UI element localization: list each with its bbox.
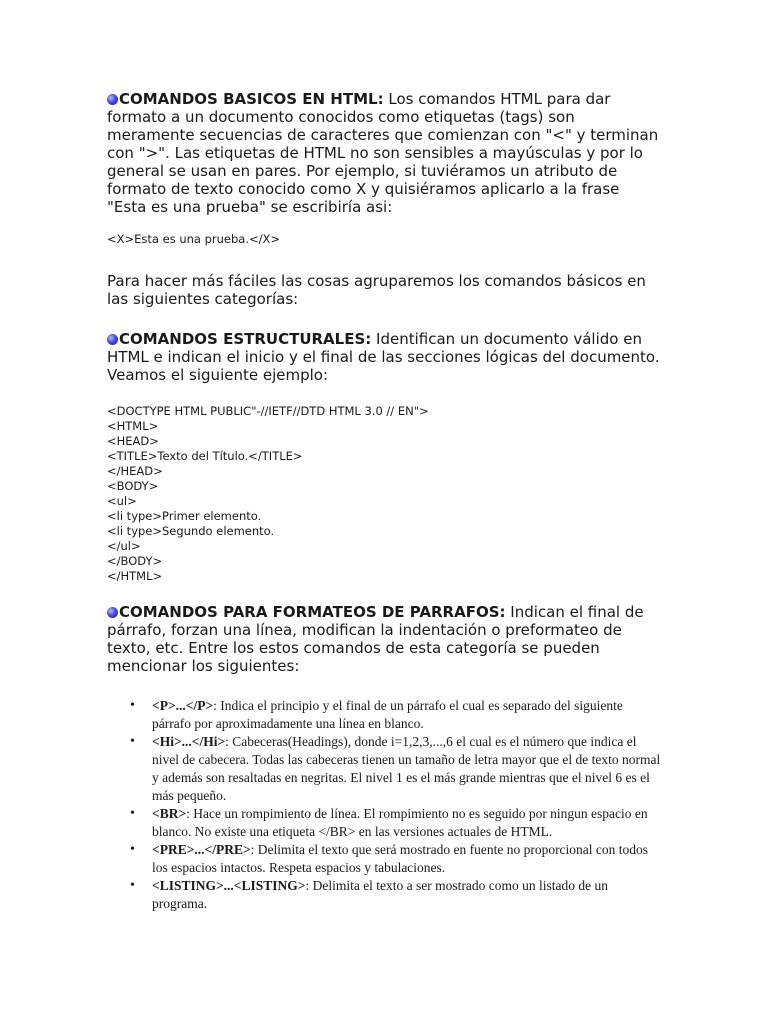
tag-name: <BR> <box>152 806 187 821</box>
section-body-text: Indican el final de párrafo, forzan una línea, modifican la indentación o preformateo de texto, etc. Entre los estos comandos de esta categoría se pueden mencionar los siguientes: <box>107 603 644 675</box>
list-item <box>130 805 662 841</box>
section-body-text: Identifican un documento válido en HTML e indican el inicio y el final de las secciones lógicas del documento. Veamos el siguiente ejemplo: <box>107 330 660 384</box>
intro-paragraph: Para hacer más fáciles las cosas agruparemos los comandos básicos en las siguientes categorías: <box>107 272 646 308</box>
tag-description: : Hace un rompimiento de línea. El rompimiento no es seguido por ningun espacio en blanco. No existe una etiqueta </BR> en las versiones actuales de HTML. <box>152 806 648 839</box>
list-item <box>130 841 662 877</box>
code-line: </ul> <box>107 539 141 553</box>
tag-name: <LISTING>...<LISTING> <box>152 878 306 893</box>
code-line: <X>Esta es una prueba.</X> <box>107 232 281 246</box>
bullet-icon: • <box>130 698 135 713</box>
bullet-icon: • <box>130 806 135 821</box>
code-line: <BODY> <box>107 479 159 493</box>
section-heading: COMANDOS BASICOS EN HTML: <box>119 90 384 108</box>
code-line: </HTML> <box>107 569 163 583</box>
list-item <box>130 733 662 805</box>
section-heading: COMANDOS ESTRUCTURALES: <box>119 330 372 348</box>
code-line: <DOCTYPE HTML PUBLIC"-//IETF//DTD HTML 3.0 // EN"> <box>107 404 429 418</box>
tag-name: <P>...</P> <box>152 698 214 713</box>
document-page <box>107 90 662 913</box>
code-line: <li type>Primer elemento. <box>107 509 262 523</box>
tag-name: <PRE>...</PRE> <box>152 842 251 857</box>
section-heading: COMANDOS PARA FORMATEOS DE PARRAFOS: <box>119 603 506 621</box>
tag-description: : Delimita el texto que será mostrado en fuente no proporcional con todos los espacios intactos. Respeta espacios y tabulaciones. <box>152 842 649 875</box>
bullet-icon: • <box>130 878 135 893</box>
section-paragraph-commands <box>107 603 662 675</box>
code-line: <TITLE>Texto del Título.</TITLE> <box>107 449 303 463</box>
section-basic-commands <box>107 90 662 216</box>
code-line: </HEAD> <box>107 464 163 478</box>
list-item <box>130 697 662 733</box>
tag-name: <Hi>...</Hi> <box>152 734 226 749</box>
blue-sphere-bullet-icon <box>107 607 118 618</box>
code-line: <HTML> <box>107 419 159 433</box>
code-line: <ul> <box>107 494 137 508</box>
code-line: <HEAD> <box>107 434 159 448</box>
section-structural-commands <box>107 330 662 384</box>
section-body-text: Los comandos HTML para dar formato a un documento conocidos como etiquetas (tags) son meramente secuencias de caracteres que comienzan con "<" y terminan con ">". Las etiquetas de HTML no son sensibles a mayúsculas y por lo general se usan en pares. Por ejemplo, si tuviéramos un atributo de formato de texto conocido como X y quisiéramos aplicarlo a la frase "Esta es una prueba" se escribiría asi: <box>107 90 659 216</box>
code-example <box>107 232 662 247</box>
code-line: </BODY> <box>107 554 163 568</box>
command-list <box>107 697 662 913</box>
bullet-icon: • <box>130 842 135 857</box>
tag-description: : Indica el principio y el final de un párrafo el cual es separado del siguiente párrafo por aproximadamente una línea en blanco. <box>152 698 623 731</box>
tag-description: : Cabeceras(Headings), donde i=1,2,3,...,6 el cual es el número que indica el nivel de cabecera. Todas las cabeceras tienen un tamaño de letra mayor que el de texto normal y además son resaltadas en negritas. El nivel 1 es el más grande mientras que el nivel 6 es el más pequeño. <box>152 734 661 803</box>
bullet-icon: • <box>130 734 135 749</box>
blue-sphere-bullet-icon <box>107 334 118 345</box>
tag-description: : Delimita el texto a ser mostrado como un listado de un programa. <box>152 878 609 911</box>
code-line: <li type>Segundo elemento. <box>107 524 275 538</box>
list-item <box>130 877 662 913</box>
code-block <box>107 404 662 584</box>
blue-sphere-bullet-icon <box>107 94 118 105</box>
